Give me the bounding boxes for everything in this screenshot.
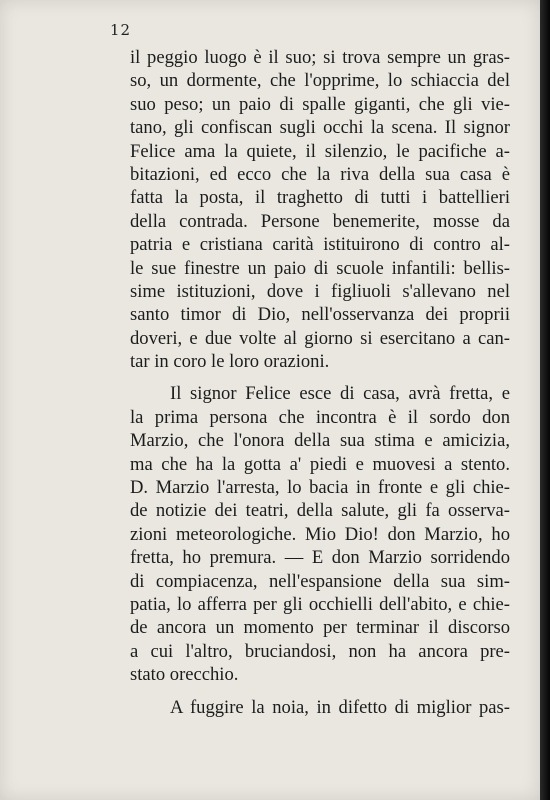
text-line: sime istituzioni, dove i figliuoli s'allevano nel [130,280,510,302]
text-line: doveri, e due volte al giorno si esercitano a can- [130,327,510,349]
text-line: Felice ama la quiete, il silenzio, le pacifiche a- [130,140,510,162]
text-line: fretta, ho premura. — E don Marzio sorridendo [130,547,510,569]
text-line: bitazioni, ed ecco che la riva della sua casa è [130,163,510,185]
text-line: santo timor di Dio, nell'osservanza dei proprii [130,304,510,326]
text-line: de ancora un momento per terminar il discorso [130,617,510,639]
text-line: le sue finestre un paio di scuole infantili: bellis- [130,257,510,279]
text-line: de notizie dei teatri, della salute, gli fa osserva- [130,500,510,522]
text-line: tano, gli confiscan sugli occhi la scena. Il signor [130,117,510,139]
text-line: A fuggire la noia, in difetto di miglior pas- [170,696,510,718]
text-line: D. Marzio l'arresta, lo bacia in fronte e gli chie- [130,477,510,499]
text-line: patia, lo afferra per gli occhielli dell'abito, e chie- [130,593,510,615]
text-line: zioni meteorologiche. Mio Dio! don Marzio, ho [130,523,510,545]
text-line: tar in coro le loro orazioni. [130,351,330,373]
paragraph-gap [130,373,510,382]
text-line: a cui l'altro, bruciandosi, non ha ancora pre- [130,640,510,662]
text-line: il peggio luogo è il suo; si trova sempre un gras- [130,47,510,68]
text-line: Marzio, che l'onora della sua stima e amicizia, [130,430,510,452]
text-line: patria e cristiana carità istituirono di contro al- [130,234,510,256]
text-line: di compiacenza, nell'espansione della sua sim- [130,570,510,592]
body-text [130,46,510,719]
text-line: so, un dormente, che l'opprime, lo schiaccia del [130,70,510,92]
text-line: della contrada. Persone benemerite, mosse da [130,210,510,232]
text-line: la prima persona che incontra è il sordo don [130,406,510,428]
text-line: suo peso; un paio di spalle giganti, che gli vie- [130,93,510,115]
text-line: ma che ha la gotta a' piedi e muovesi a stento. [130,453,510,475]
text-line: fatta la posta, il traghetto di tutti i battellieri [130,187,510,209]
page-number: 12 [110,21,132,39]
text-line: stato orecchio. [130,664,239,686]
text-line: Il signor Felice esce di casa, avrà fretta, e [170,383,510,405]
paragraph-gap [130,687,510,696]
page-edge [540,0,550,800]
